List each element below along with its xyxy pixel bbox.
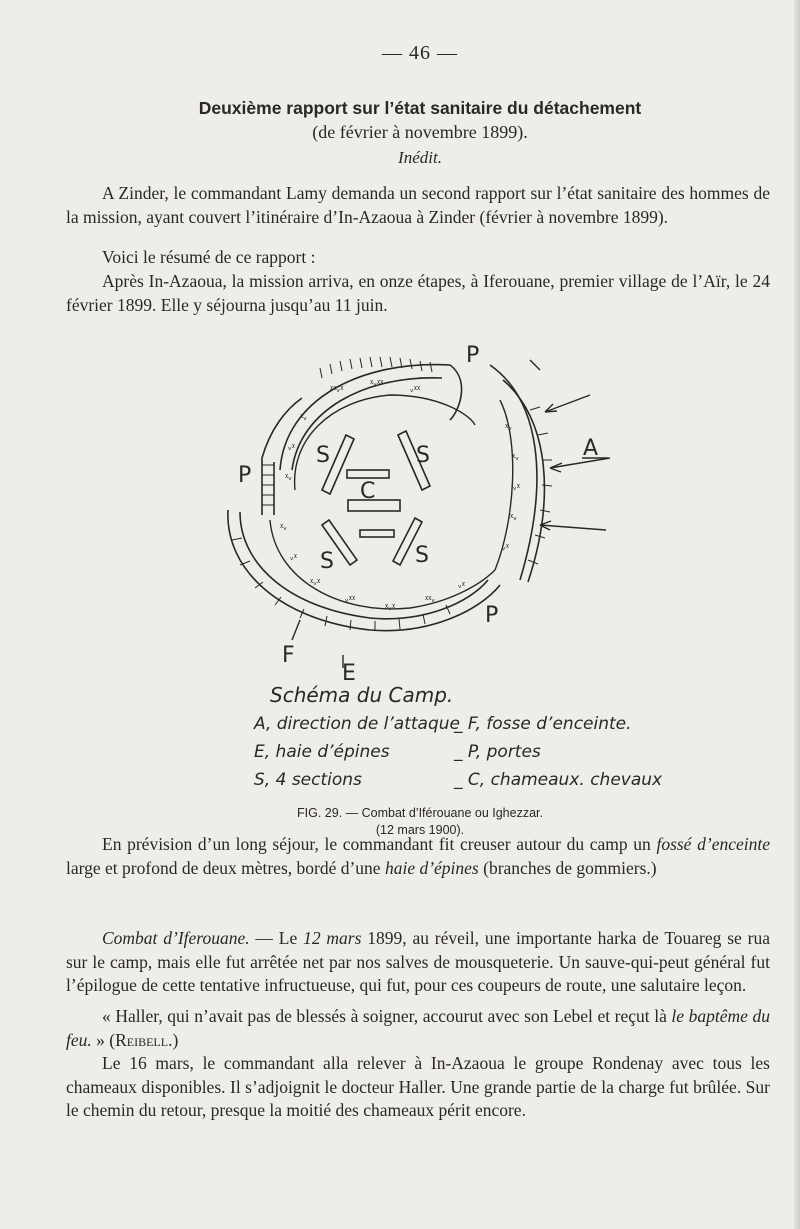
svg-text:ᵡᵡᵥ: ᵡᵡᵥ [425,595,436,605]
page-number: — 46 — [382,42,458,64]
svg-text:ᵥᵡ: ᵥᵡ [513,483,521,493]
label-p-right: P [485,603,499,628]
svg-text:ᵥᵡ: ᵥᵡ [458,581,466,591]
svg-text:ᵡᵥᵡ: ᵡᵥᵡ [385,603,396,613]
label-p-top: P [466,343,480,368]
legend-row [254,742,674,762]
paragraph: Le 16 mars, le commandant alla relever à In-Azaoua le groupe Rondenay avec tous les chameaux disponibles. Il s’adjoignit le docteur Haller. Une grande partie de la charge fut brûlée. Sur le chemin du retour, presque la moitié des chameaux périt encore. [66,1053,770,1120]
legend-entry: _ C, chameaux. chevaux [454,770,663,790]
label-c: C [360,479,376,504]
legend-entry: A, direction de l’attaque [254,714,461,734]
svg-text:ᵡᵡᵥᵡ: ᵡᵡᵥᵡ [330,385,344,395]
svg-text:ᵡᵥ: ᵡᵥ [300,413,308,423]
section-subtitle: (de février à novembre 1899). [312,122,528,142]
camp-diagram [210,340,630,700]
label-s-tr: S [416,443,430,468]
svg-text:ᵡᵥ: ᵡᵥ [285,473,293,483]
svg-text:ᵡᵥ: ᵡᵥ [505,423,513,433]
svg-text:ᵥᵡ: ᵥᵡ [288,443,296,453]
legend-entry: S, 4 sections [254,770,362,790]
figure-caption-date: (12 mars 1900). [375,823,465,837]
svg-text:ᵥᵡᵡ: ᵥᵡᵡ [345,595,356,605]
svg-text:ᵡᵥᵡᵡ: ᵡᵥᵡᵡ [370,379,384,389]
svg-text:ᵡᵥ: ᵡᵥ [512,453,520,463]
legend-entry: _ F, fosse d’enceinte. [454,714,632,734]
label-e: E [342,661,356,686]
label-s-bl: S [320,549,334,574]
svg-text:ᵥᵡ: ᵥᵡ [502,543,510,553]
paragraph: Après In-Azaoua, la mission arriva, en onze étapes, à Iferouane, premier village de l’Aïr, le 24 février 1899. Elle y séjourna jusqu’au 11 juin. [66,271,770,315]
section-title: Deuxième rapport sur l’état sanitaire du détachement [198,98,642,118]
label-f: F [282,643,295,668]
paragraph: « Haller, qui n’avait pas de blessés à soigner, accourut avec son Lebel et reçut là le baptême du feu. » (Reibell.) [66,1006,770,1050]
paragraph: A Zinder, le commandant Lamy demanda un second rapport sur l’état sanitaire des hommes de la mission, ayant couvert l’itinéraire d’In-Azaoua à Zinder (février à novembre 1899). [66,183,770,227]
svg-text:ᵥᵡᵡ: ᵥᵡᵡ [410,385,421,395]
legend-entry: _ P, portes [454,742,541,762]
label-s-tl: S [316,443,330,468]
legend-entry: E, haie d’épines [254,742,390,762]
label-p-left: P [238,463,252,488]
label-s-br: S [415,543,429,568]
legend-row [254,714,674,734]
paragraph: Voici le résumé de ce rapport : [102,247,316,267]
svg-text:ᵡᵥ: ᵡᵥ [510,513,518,523]
page-edge [794,0,800,1229]
paragraph: En prévision d’un long séjour, le commandant fit creuser autour du camp un fossé d’enceinte large et profond de deux mètres, bordé d’une haie d’épines (branches de gommiers.) [66,834,770,878]
svg-text:ᵡᵥᵡ: ᵡᵥᵡ [310,578,321,588]
section-note: Inédit. [398,148,442,167]
legend-row [254,770,674,790]
svg-text:ᵥᵡ: ᵥᵡ [290,553,298,563]
paragraph: Combat d’Iferouane. — Le 12 mars 1899, au réveil, une importante harka de Touareg se rua sur le camp, mais elle fut arrêtée net par nos salves de mousqueterie. Un sauve-qui-peut général fut l’épilogue de cette tentative infructueuse, qui fut, pour ces coupeurs de route, une salutaire leçon. [66,928,770,995]
label-a: A [583,436,599,461]
svg-text:ᵡᵥ: ᵡᵥ [280,523,288,533]
figure-caption: FIG. 29. — Combat d’Iférouane ou Ighezzar. [297,806,543,820]
diagram-legend-title: Schéma du Camp. [270,683,454,707]
